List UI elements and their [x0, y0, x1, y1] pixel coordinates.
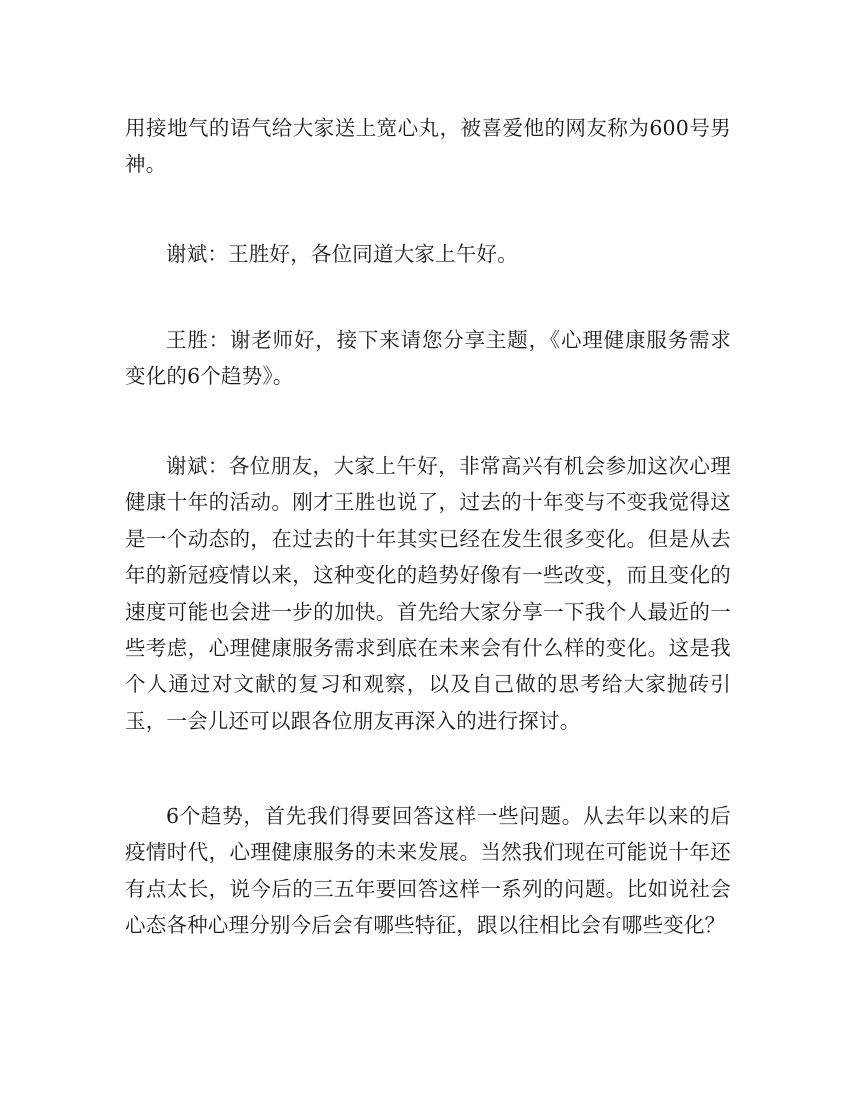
paragraph-intro-continuation: 用接地气的语气给大家送上宽心丸，被喜爱他的网友称为600号男神。 — [125, 116, 731, 177]
paragraph-xiebin-opening: 谢斌：各位朋友，大家上午好，非常高兴有机会参加这次心理健康十年的活动。刚才王胜也说了，过去的十年变与不变我觉得这是一个动态的，在过去的十年其实已经在发生很多变化。但是从去年的新冠疫情以来，这种变化的趋势好像有一些改变，而且变化的速度可能也会进一步的加快。首先给大家分享一下我个人最近的一些考虑，心理健康服务需求到底在未来会有什么样的变化。这是我个人通过对文献的复习和观察，以及自己做的思考给大家抛砖引玉，一会儿还可以跟各位朋友再深入的进行探讨。 — [125, 454, 731, 733]
paragraph-six-trends: 6个趋势，首先我们得要回答这样一些问题。从去年以来的后疫情时代，心理健康服务的未来发展。当然我们现在可能说十年还有点太长，说今后的三五年要回答这样一系列的问题。比如说社会心态各种心理分别今后会有哪些特征，跟以往相比会有哪些变化？ — [125, 804, 731, 938]
paragraph-wangsheng-topic: 王胜：谢老师好，接下来请您分享主题，《心理健康服务需求变化的6个趋势》。 — [125, 328, 731, 389]
paragraph-xiebin-greeting: 谢斌：王胜好，各位同道大家上午好。 — [166, 242, 518, 266]
